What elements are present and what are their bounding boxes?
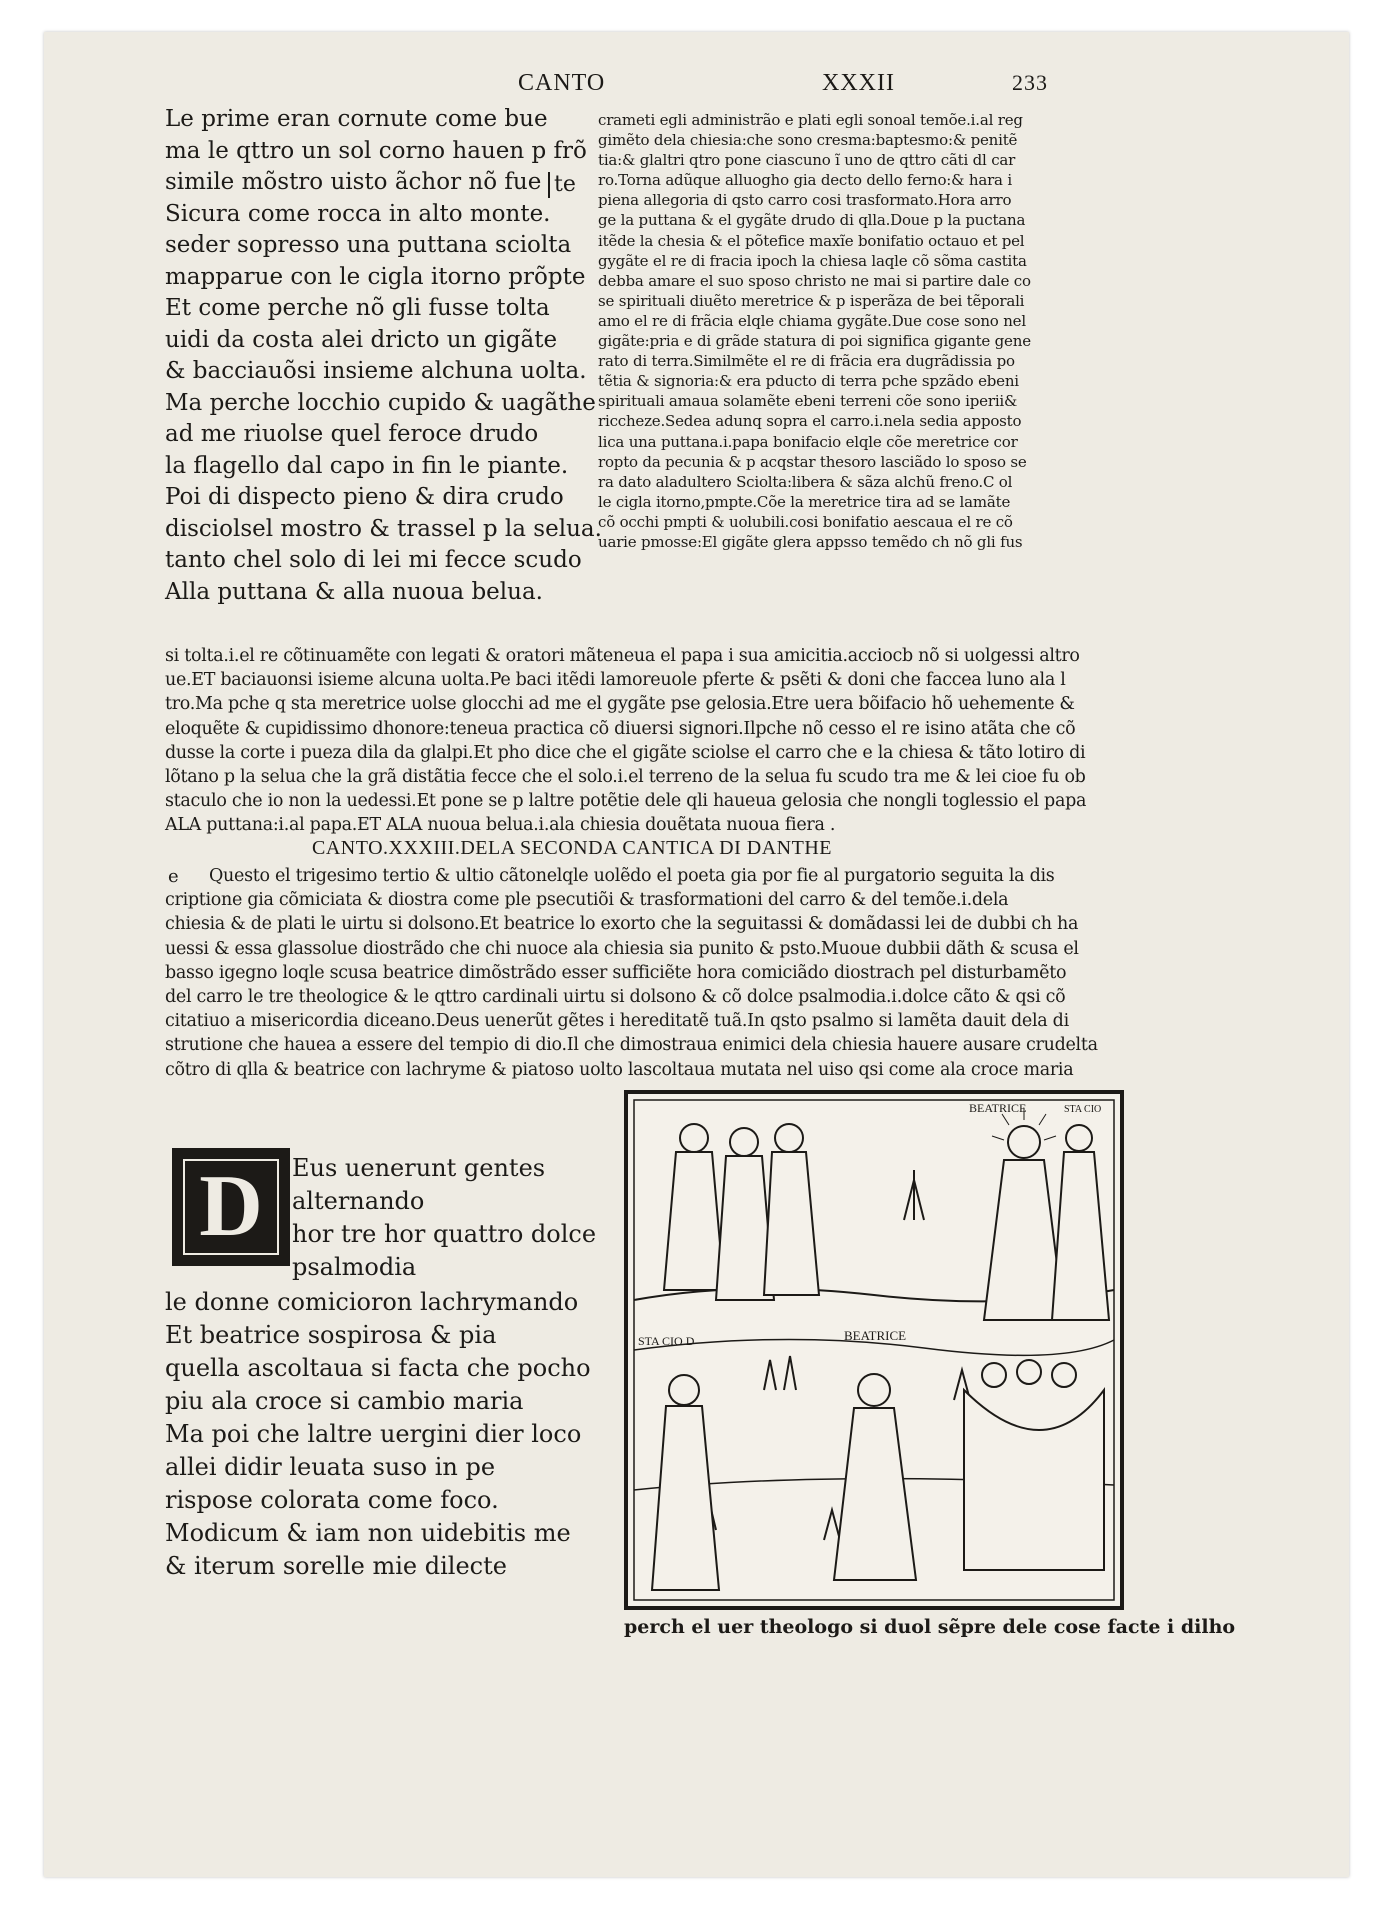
commentary-line: ge la puttana & el gygãte drudo di qlla.Doue p la puctana xyxy=(598,211,1026,230)
commentary-line: tro.Ma pche q sta meretrice uolse glocchi ad me el gygãte pse gelosia.Etre uera bõifacio hõ uehemente & xyxy=(165,694,1075,715)
argument-line: basso igegno loqle scusa beatrice dimõstrãdo esser sufficiẽte hora comiciãdo diostrach pel disturbamẽto xyxy=(165,962,1067,983)
woodcut-label-statio-left: STA CIO D xyxy=(638,1334,695,1348)
commentary-column xyxy=(598,110,1158,552)
argument-line: del carro le tre theologice & le qttro cardinali uirtu si dolsono & cõ dolce psalmodia.i.dolce cãto & qsi cõ xyxy=(165,987,1066,1008)
verse-line: Modicum & iam non uidebitis me xyxy=(165,1519,571,1547)
verse-line: Poi di dispecto pieno & dira crudo xyxy=(165,484,564,510)
verse-opening-lines xyxy=(292,1152,612,1284)
commentary-line: cõ occhi pmpti & uolubili.cosi bonifatio aescaua el re cõ xyxy=(598,512,1013,531)
commentary-line: gimẽto dela chiesia:che sono cresma:baptesmo:& penitẽ xyxy=(598,131,1018,150)
argument-line: strutione che hauea a essere del tempio di dio.Il che dimostraua enimici dela chiesia hauere ausare crudelta xyxy=(165,1035,1098,1056)
woodcut-label-beatrice-top: BEATRICE xyxy=(969,1101,1027,1115)
verse-line: Et come perche nõ gli fusse tolta xyxy=(165,295,550,321)
argument-line: chiesia & de plati le uirtu si dolsono.Et beatrice lo exorto che la seguitassi & domãdassi lei de dubbi ch ha xyxy=(165,914,1079,935)
commentary-line: gigãte:pria e di grãde statura di poi significa gigante gene xyxy=(598,332,1031,351)
commentary-line: dusse la corte i pueza dila da glalpi.Et pho dice che el gigãte sciolse el carro che e la chiesa & tãto lotiro di xyxy=(165,742,1086,763)
verse-line: psalmodia xyxy=(292,1253,417,1281)
page-number: 233 xyxy=(1012,70,1048,95)
verse-line: allei didir leuata suso in pe xyxy=(165,1453,496,1481)
verse-line: disciolsel mostro & trassel p la selua. xyxy=(165,515,602,542)
commentary-line: ue.ET baciauonsi isieme alcuna uolta.Pe baci itẽdi lamoreuole pferte & psẽti & doni che faccea luno ala l xyxy=(165,670,1066,691)
commentary-line: tẽtia & signoria:& era pducto di terra pche spzãdo ebeni xyxy=(598,372,1019,391)
commentary-line: uarie pmosse:El gigãte glera appsso temẽdo ch nõ gli fus xyxy=(598,532,1023,551)
commentary-line: ALA puttana:i.al papa.ET ALA nuoua belua.i.ala chiesia douẽtata nuoua fiera . xyxy=(165,815,836,836)
verse-line: Le prime eran cornute come bue xyxy=(165,106,548,132)
commentary-line: lõtano p la selua che la grã distãtia fecce che el solo.i.el terreno de la selua fu scudo tra me & lei cioe fu ob xyxy=(165,767,1086,788)
verse-line: ma le qttro un sol corno hauen p frõ xyxy=(165,137,587,164)
running-head-canto: CANTO xyxy=(518,70,606,96)
commentary-line: itẽde la chesia & el põtefice maxĩe bonifatio octauo et pel xyxy=(598,231,1025,250)
commentary-line: debba amare el suo sposo christo ne mai si partire dale co xyxy=(598,271,1031,290)
commentary-line: ra dato aladultero Sciolta:libera & sãza alchũ freno.C ol xyxy=(598,472,1013,491)
commentary-line: piena allegoria di qsto carro cosi trasformato.Hora arro xyxy=(598,191,1012,210)
commentary-line: amo el re di frãcia elqle chiama gygãte.Due cose sono nel xyxy=(598,311,1026,330)
verse-line: piu ala croce si cambio maria xyxy=(165,1387,524,1415)
initial-letter: D xyxy=(199,1158,263,1255)
commentary-line: riccheze.Sedea adunq sopra el carro.i.nela sedia apposto xyxy=(598,412,1022,431)
verse-line: rispose colorata come foco. xyxy=(165,1486,499,1514)
commentary-line: gygãte el re di fracia ipoch la chiesa laqle cõ sõma castita xyxy=(598,251,1027,270)
commentary-line: eloquẽte & cupidissimo dhonore:teneua practica cõ diuersi signori.Ilpche nõ cesso el re isino atãta che cõ xyxy=(165,718,1076,739)
verse-line: quella ascoltaua si facta che pocho xyxy=(165,1354,591,1382)
canto-title: CANTO.XXXIII.DELA SECONDA CANTICA DI DANTHE xyxy=(312,837,832,859)
commentary-line: ropto da pecunia & p acqstar thesoro lasciãdo lo sposo se xyxy=(598,452,1027,471)
verse-line: hor tre hor quattro dolce xyxy=(292,1220,597,1248)
commentary-line: se spirituali diuẽto meretrice & p isperãza de bei tẽporali xyxy=(598,291,1025,310)
verse-line: uidi da costa alei dricto un gigãte xyxy=(165,326,558,353)
commentary-line: ro.Torna adũque alluogho gia decto dello ferno:& hara i xyxy=(598,171,1012,190)
argument-line: citatiuo a misericordia diceano.Deus uenerũt gẽtes i hereditatẽ tuã.In qsto psalmo si lamẽta dauit dela di xyxy=(165,1011,1069,1032)
woodcut-caption: perch el uer theologo si duol sẽpre dele cose facte i dilho xyxy=(624,1616,1236,1638)
verse-line: la flagello dal capo in fin le piante. xyxy=(165,452,569,479)
verse-line: mapparue con le cigla itorno prõpte xyxy=(165,263,586,290)
commentary-line: rato di terra.Similmẽte el re di frãcia era dugrãdissia po xyxy=(598,352,1015,371)
verse-line: simile mõstro uisto ãchor nõ fue xyxy=(165,169,542,195)
argument-marker: e xyxy=(168,866,179,887)
verse-line: Ma perche locchio cupido & uagãthe xyxy=(165,389,596,416)
decorated-initial xyxy=(172,1148,290,1266)
commentary-line: le cigla itorno,pmpte.Cõe la meretrice tira ad se lamãte xyxy=(598,492,1011,511)
commentary-line: si tolta.i.el re cõtinuamẽte con legati & oratori mãteneua el papa i sua amicitia.acciocb nõ si uolgessi altro xyxy=(165,646,1080,666)
canto-argument xyxy=(165,864,1135,1082)
commentary-full-width xyxy=(165,644,1135,838)
verse-line: Sicura come rocca in alto monte. xyxy=(165,200,551,227)
argument-line: Questo el trigesimo tertio & ultio cãtonelqle uolẽdo el poeta gia por fie al purgatorio seguita la dis xyxy=(209,866,1055,886)
verse-line: ad me riuolse quel feroce drudo xyxy=(165,421,539,447)
verse-line: tanto chel solo di lei mi fecce scudo xyxy=(165,547,582,573)
verse-column xyxy=(165,104,605,608)
verse-line: seder sopresso una puttana sciolta xyxy=(165,232,572,258)
verse-line: & iterum sorelle mie dilecte xyxy=(165,1552,507,1580)
woodcut-illustration xyxy=(624,1090,1124,1610)
verse-bracket: te xyxy=(548,172,576,198)
argument-line: criptione gia cõmiciata & diostra come ple psecutiõi & trasformationi del carro & del temõe.i.dela xyxy=(165,890,1009,911)
verse-line: alternando xyxy=(292,1187,425,1215)
argument-line: uessi & essa glassolue diostrãdo che chi nuoce ala chiesia sia punito & psto.Muoue dubbii dãth & scusa el xyxy=(165,938,1079,959)
commentary-line: spirituali amaua solamẽte ebeni terreni cõe sono iperii& xyxy=(598,392,1018,411)
commentary-line: lica una puttana.i.papa bonifacio elqle cõe meretrice cor xyxy=(598,432,1018,451)
verse-line: & bacciauõsi insieme alchuna uolta. xyxy=(165,358,587,384)
woodcut-label-beatrice-mid: BEATRICE xyxy=(844,1328,907,1343)
verse-line: le donne comicioron lachrymando xyxy=(165,1288,579,1316)
running-head-numeral: XXXII xyxy=(822,70,895,96)
verse-line: Alla puttana & alla nuoua belua. xyxy=(165,578,543,605)
verse-line: Eus uenerunt gentes xyxy=(292,1154,546,1182)
verse-continuation xyxy=(165,1286,615,1583)
commentary-line: staculo che io non la uedessi.Et pone se p laltre potẽtie dele qli haueua gelosia che nongli toglessio el papa xyxy=(165,791,1087,812)
verse-line: Ma poi che laltre uergini dier loco xyxy=(165,1420,582,1448)
verse-line: Et beatrice sospirosa & pia xyxy=(165,1321,497,1349)
commentary-line: crameti egli administrão e plati egli sonoal temõe.i.al reg xyxy=(598,111,1023,129)
woodcut-label-statio-top: STA CIO xyxy=(1064,1104,1102,1115)
argument-line: cõtro di qlla & beatrice con lachryme & piatoso uolto lascoltaua mutata nel uiso qsi come ala croce maria xyxy=(165,1059,1074,1080)
commentary-line: tia:& glaltri qtro pone ciascuno ĩ uno de qttro cãti dl car xyxy=(598,151,1016,170)
